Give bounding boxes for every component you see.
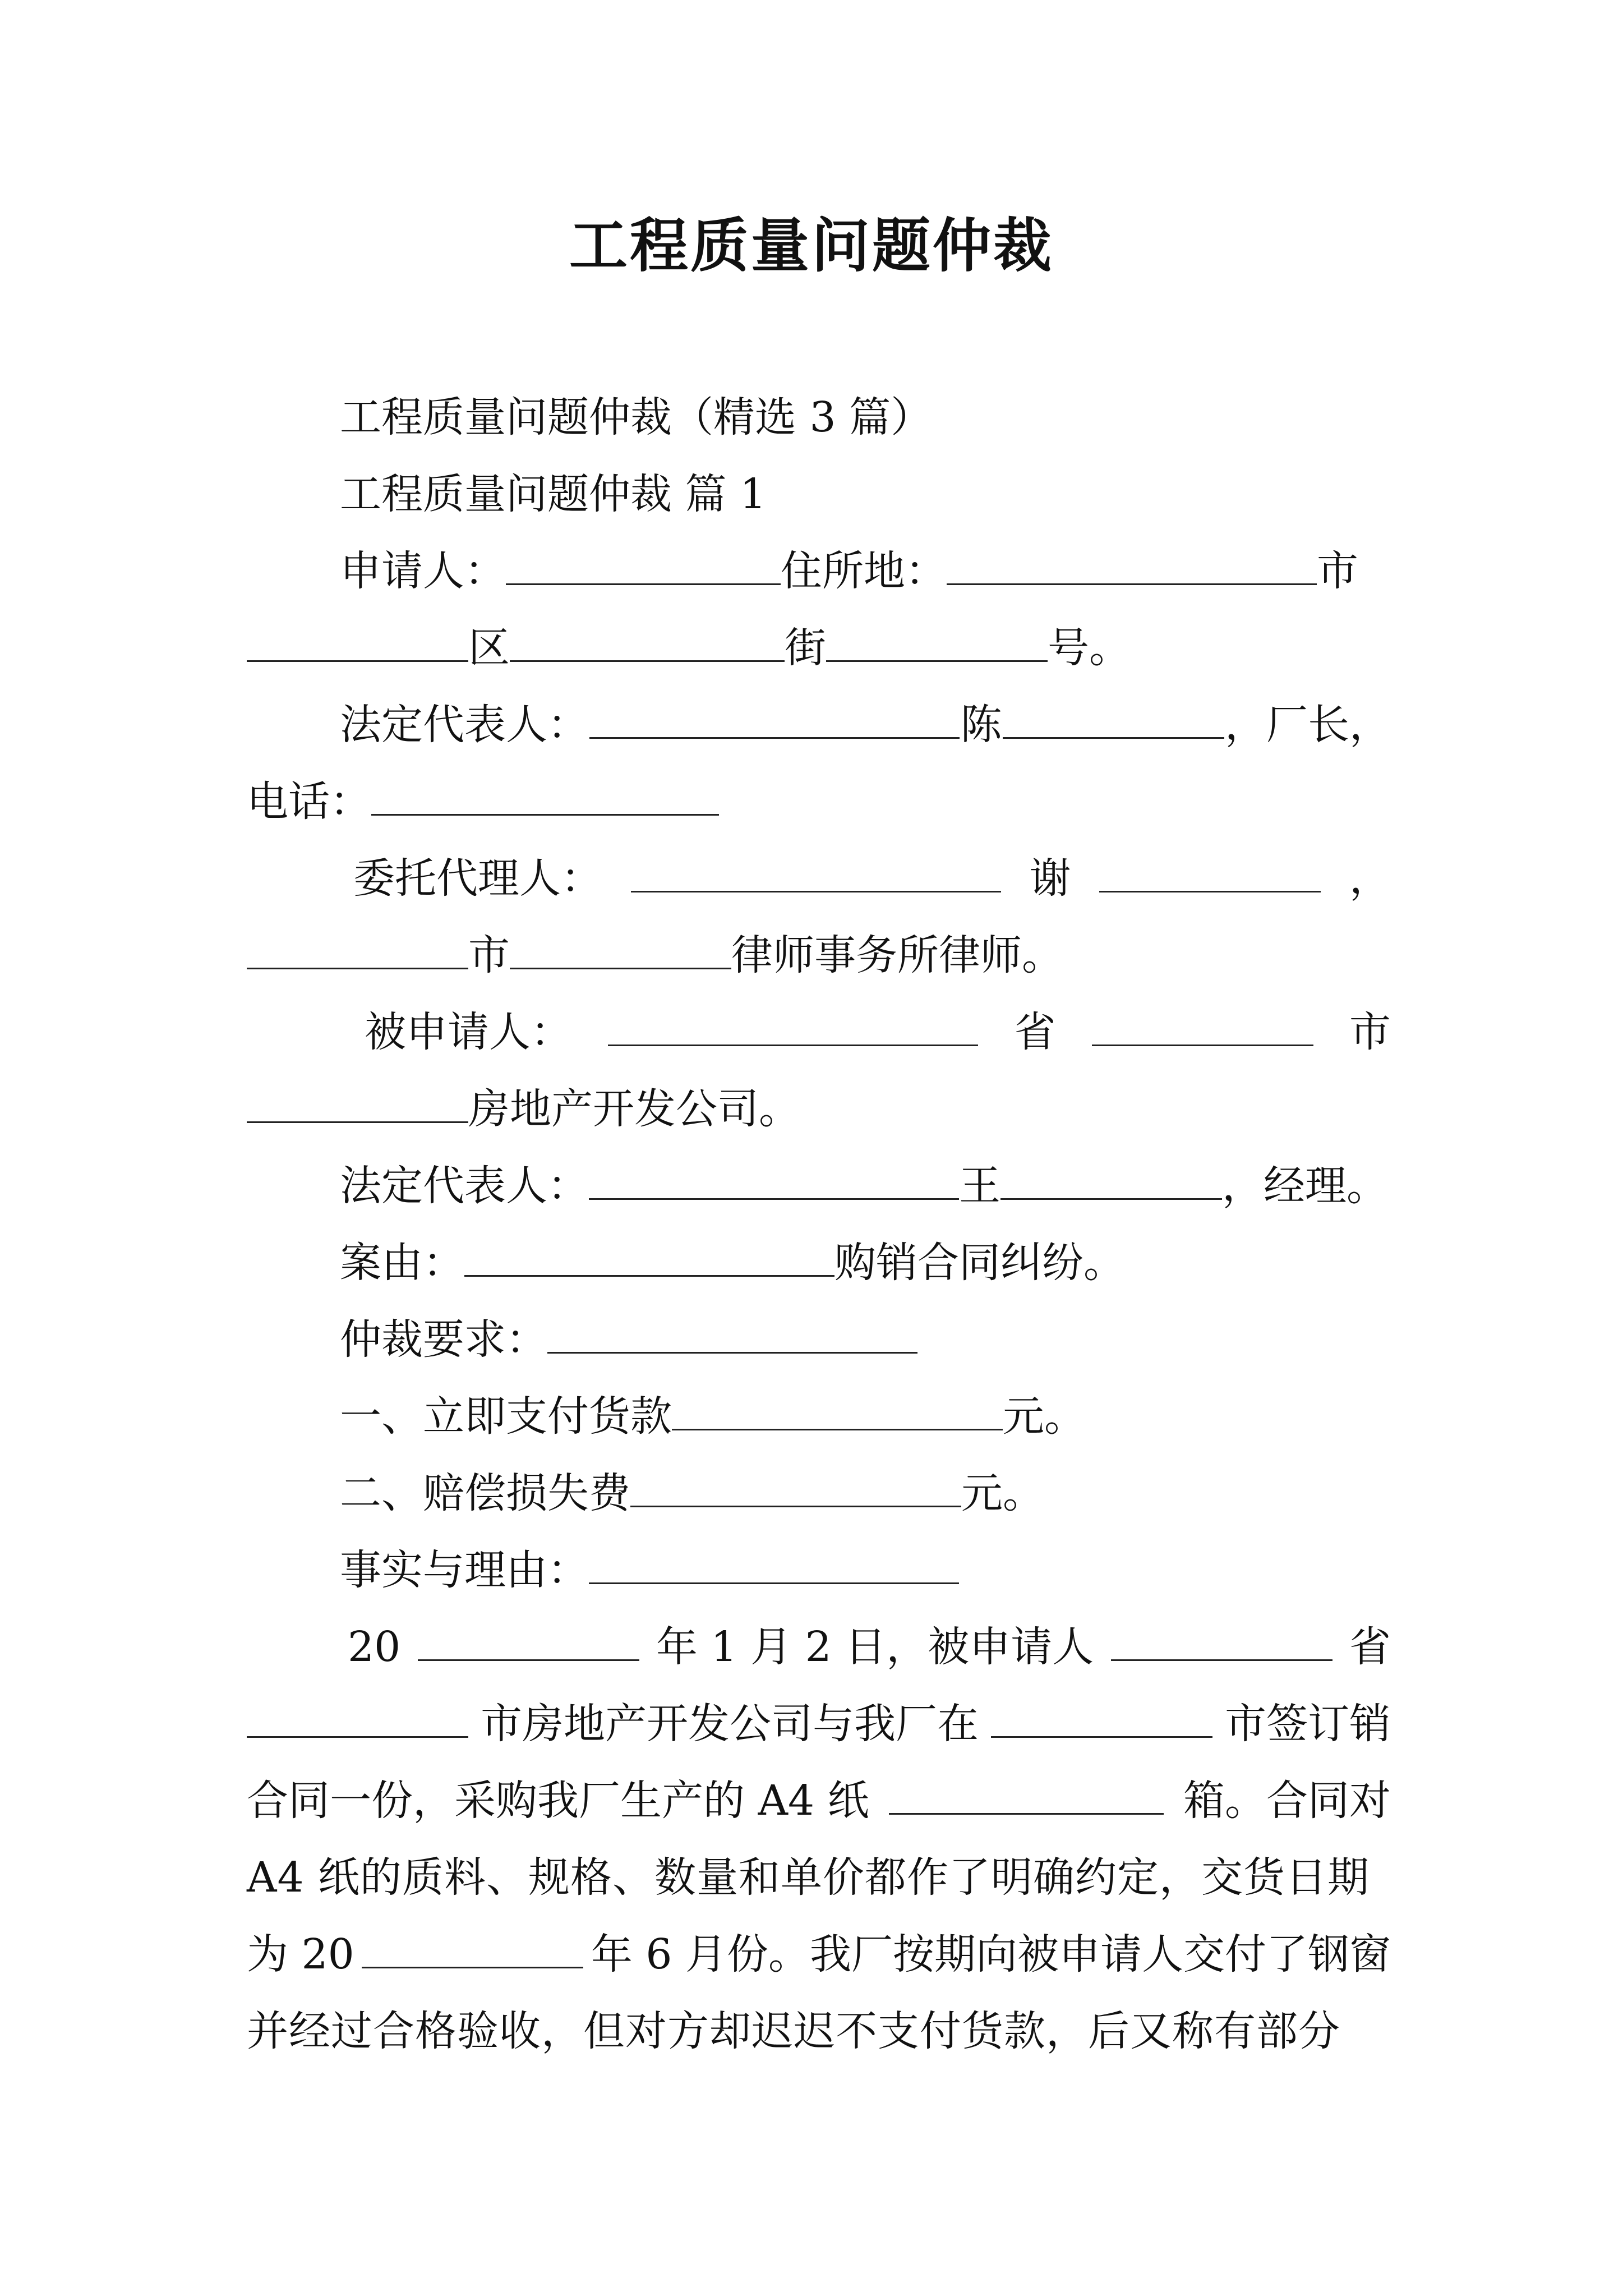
agent-line: [247, 840, 1391, 917]
agent-city-blank[interactable]: [247, 919, 468, 969]
claims-label: 仲裁要求：: [340, 1315, 547, 1364]
claims-blank[interactable]: [547, 1304, 917, 1354]
claim-2-text: 二、赔偿损失费: [340, 1469, 630, 1517]
address-label: 住所地：: [781, 547, 947, 595]
respondent-company-blank[interactable]: [247, 1073, 468, 1123]
case-text: 购销合同纠纷。: [834, 1239, 1125, 1287]
intro-line: 工程质量问题仲裁（精选 3 篇）: [340, 393, 933, 441]
phone-blank[interactable]: [371, 766, 719, 816]
facts-year-blank[interactable]: [418, 1611, 639, 1661]
claim-1-text: 一、立即支付货款: [340, 1392, 672, 1441]
street-word: 街: [785, 624, 826, 672]
respondent-company-line: [247, 1071, 1391, 1148]
facts-date-text: 年 1 月 2 日，被申请人: [656, 1623, 1094, 1671]
legal-rep-line: [247, 687, 1391, 763]
document-body: [247, 379, 1391, 2070]
facts-blank[interactable]: [589, 1534, 959, 1584]
respondent-label: 被申请人：: [365, 1008, 572, 1056]
agent-city-word: 市: [468, 931, 510, 979]
applicant-name-blank[interactable]: [506, 535, 781, 585]
claim-2-amount-blank[interactable]: [630, 1457, 961, 1507]
agent-firm-blank[interactable]: [510, 919, 731, 969]
respondent-province: 省: [1014, 1008, 1056, 1056]
facts-line-3: [247, 1763, 1391, 1839]
agent-firm-line: [247, 917, 1391, 994]
facts-sign-text: 市签订销: [1225, 1700, 1391, 1748]
claim-2-unit: 元。: [961, 1469, 1044, 1517]
facts-province-blank[interactable]: [1111, 1611, 1332, 1661]
facts-boxes-blank[interactable]: [889, 1765, 1164, 1815]
applicant-label: 申请人：: [340, 547, 506, 595]
facts-delivery-year-blank[interactable]: [362, 1918, 583, 1968]
respondent-legal-rep-blank[interactable]: [589, 1150, 959, 1200]
agent-firm-text: 律师事务所律师。: [731, 931, 1063, 979]
agent-blank[interactable]: [631, 843, 1001, 892]
agent-surname: 谢: [1029, 854, 1071, 903]
claim-1-unit: 元。: [1003, 1392, 1086, 1441]
respondent-province-blank[interactable]: [1092, 996, 1313, 1046]
case-label: 案由：: [340, 1239, 464, 1287]
facts-purchase-text: 合同一份，采购我厂生产的 A4 纸: [247, 1777, 869, 1825]
legal-rep-label: 法定代表人：: [340, 701, 589, 749]
facts-contract-text: 箱。合同对: [1183, 1777, 1391, 1825]
facts-line-2: [247, 1686, 1391, 1763]
facts-line-5: [247, 1916, 1391, 1993]
respondent-legal-rep-label: 法定代表人：: [340, 1162, 589, 1210]
address-city-blank[interactable]: [947, 535, 1317, 585]
facts-year-prefix: 20: [348, 1623, 401, 1671]
agent-label: 委托代理人：: [353, 854, 602, 903]
legal-rep-surname: 陈: [960, 701, 1002, 749]
facts-label-line: [247, 1532, 1391, 1609]
district-blank[interactable]: [247, 612, 468, 662]
respondent-legal-rep-title: ，经理。: [1222, 1162, 1388, 1210]
phone-line: [247, 763, 1391, 840]
number-word: 号。: [1048, 624, 1131, 672]
facts-sign-city-blank[interactable]: [991, 1688, 1212, 1738]
city-word: 市: [1317, 547, 1358, 595]
respondent-legal-rep-surname: 王: [959, 1162, 1000, 1210]
facts-province-word: 省: [1349, 1623, 1391, 1671]
facts-line-6: 并经过合格验收，但对方却迟迟不支付货款，后又称有部分: [247, 2007, 1340, 2055]
facts-line-1: [247, 1609, 1391, 1686]
facts-city-blank[interactable]: [247, 1688, 468, 1738]
respondent-city: 市: [1349, 1008, 1391, 1056]
claim-1-amount-blank[interactable]: [672, 1381, 1003, 1430]
agent-comma: ，: [1349, 854, 1391, 903]
facts-delivery-prefix: 为 20: [247, 1930, 354, 1978]
respondent-blank[interactable]: [608, 996, 978, 1046]
legal-rep-name-blank[interactable]: [1003, 689, 1224, 739]
legal-rep-blank[interactable]: [589, 689, 960, 739]
respondent-legal-rep-line: [247, 1148, 1391, 1225]
district-word: 区: [468, 624, 510, 672]
case-line: [247, 1225, 1391, 1301]
agent-name-blank[interactable]: [1099, 843, 1321, 892]
document-title: 工程质量问题仲裁: [569, 211, 1054, 280]
address-line: [247, 610, 1391, 687]
phone-label: 电话：: [247, 777, 371, 826]
respondent-legal-rep-name-blank[interactable]: [1000, 1150, 1222, 1200]
respondent-company: 房地产开发公司。: [468, 1085, 800, 1133]
claim-2-line: [247, 1455, 1391, 1532]
claims-line: [247, 1301, 1391, 1378]
section-heading: 工程质量问题仲裁 篇 1: [340, 470, 767, 518]
number-blank[interactable]: [826, 612, 1048, 662]
applicant-line: [247, 533, 1391, 610]
street-blank[interactable]: [510, 612, 785, 662]
respondent-line: [247, 994, 1391, 1071]
legal-rep-title: ，厂长，: [1225, 701, 1391, 749]
claim-1-line: [247, 1378, 1391, 1455]
facts-delivery-text: 年 6 月份。我厂按期向被申请人交付了钢窗: [591, 1930, 1391, 1978]
facts-line-4: A4 纸的质料、规格、数量和单价都作了明确约定，交货日期: [247, 1853, 1370, 1902]
facts-company-text: 市房地产开发公司与我厂在: [481, 1700, 979, 1748]
case-blank[interactable]: [464, 1227, 834, 1277]
facts-label: 事实与理由：: [340, 1546, 589, 1594]
